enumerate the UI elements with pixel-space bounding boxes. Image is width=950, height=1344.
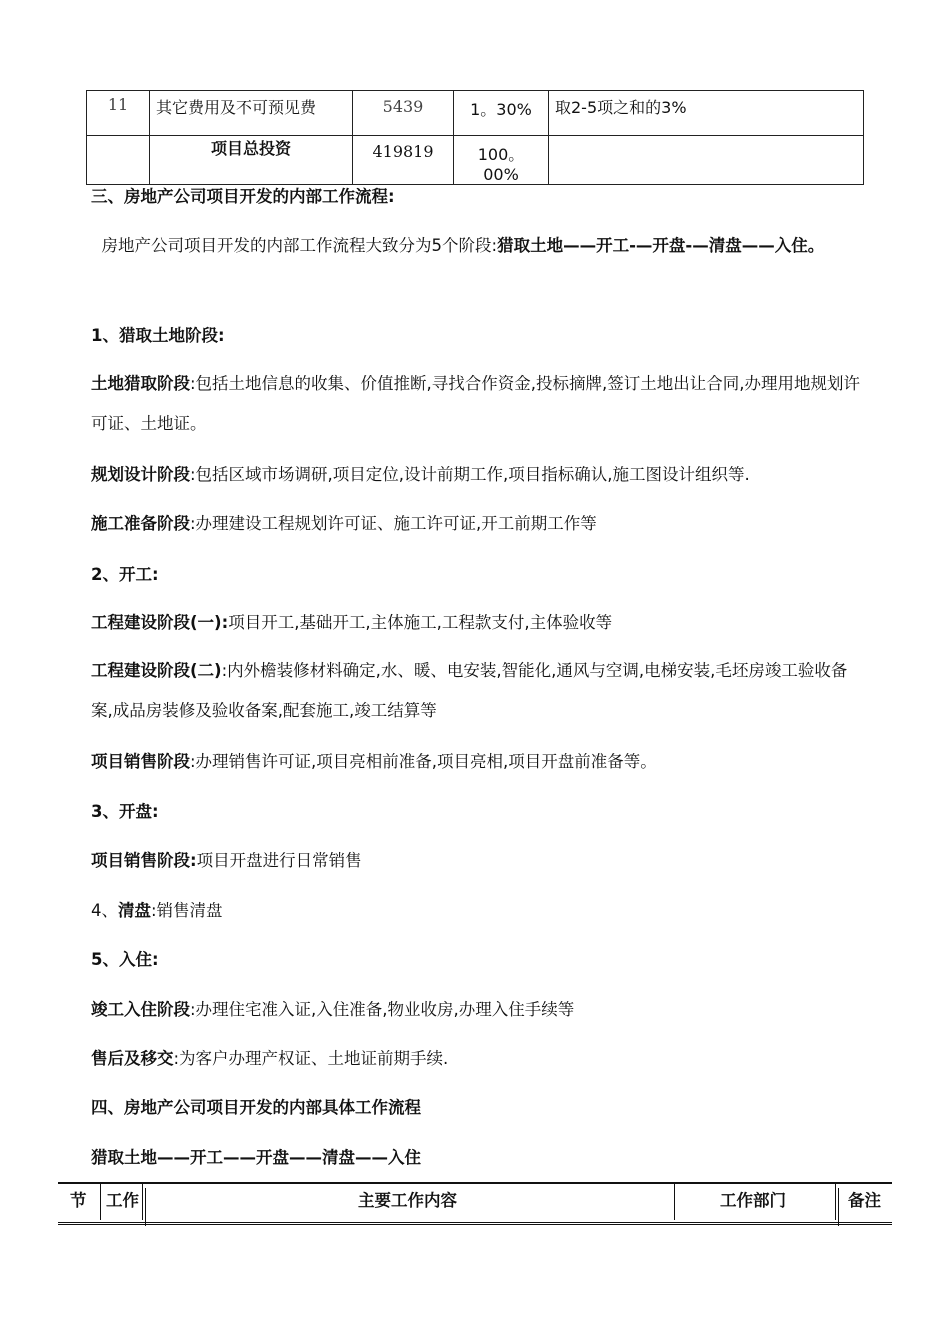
stage3-heading: 3、开盘: <box>91 802 159 821</box>
header-department: 工作部门 <box>720 1191 786 1210</box>
section3-heading: 三、房地产公司项目开发的内部工作流程: <box>91 187 395 206</box>
column-divider <box>145 1188 146 1226</box>
stage5-heading: 5、入住: <box>91 950 159 969</box>
intro-prefix: 房地产公司项目开发的内部工作流程大致分为5个阶段: <box>101 236 498 255</box>
construction2-paragraph: 工程建设阶段(二):内外檐装修材料确定,水、暖、电安装,智能化,通风与空调,电梯安装,毛坯房竣工验收备案,成品房装修及验收备案,配套施工,竣工结算等 <box>91 661 848 720</box>
workflow-table-header <box>58 1182 892 1225</box>
row-number: 11 <box>87 91 150 136</box>
after-sales-paragraph: 售后及移交:为客户办理产权证、土地证前期手续. <box>91 1049 449 1068</box>
section4-flow: 猎取土地——开工——开盘——清盘——入住 <box>91 1148 421 1167</box>
header-section: 节 <box>70 1191 87 1210</box>
opening-sales-paragraph: 项目销售阶段:项目开盘进行日常销售 <box>91 851 362 870</box>
table-row <box>87 136 864 185</box>
row-name: 项目总投资 <box>150 136 353 185</box>
row-name: 其它费用及不可预见费 <box>150 91 353 136</box>
column-divider <box>100 1184 101 1220</box>
row-percent: 100。00% <box>454 136 549 185</box>
row-note: 取2-5项之和的3% <box>549 91 864 136</box>
header-remarks: 备注 <box>848 1191 881 1210</box>
header-work: 工作 <box>106 1191 139 1210</box>
investment-table <box>86 90 864 185</box>
stage4-heading: 4、清盘:销售清盘 <box>91 901 223 920</box>
construction1-paragraph: 工程建设阶段(一):项目开工,基础开工,主体施工,工程款支付,主体验收等 <box>91 613 613 632</box>
stage1-heading: 1、猎取土地阶段: <box>91 326 225 345</box>
row-note <box>549 136 864 185</box>
land-acquisition-paragraph: 土地猎取阶段:包括土地信息的收集、价值推断,寻找合作资金,投标摘牌,签订土地出让合同,办理用地规划许可证、土地证。 <box>91 374 861 433</box>
intro-flow: 猎取土地——开工-—开盘-—清盘——入住。 <box>497 236 825 255</box>
intro-paragraph <box>91 226 863 266</box>
row-amount: 5439 <box>353 91 454 136</box>
move-in-paragraph: 竣工入住阶段:办理住宅准入证,入住准备,物业收房,办理入住手续等 <box>91 1000 575 1019</box>
column-divider <box>838 1188 839 1226</box>
sales-paragraph: 项目销售阶段:办理销售许可证,项目亮相前准备,项目亮相,项目开盘前准备等。 <box>91 752 657 771</box>
table-row <box>87 91 864 136</box>
construction-prep-paragraph: 施工准备阶段:办理建设工程规划许可证、施工许可证,开工前期工作等 <box>91 514 597 533</box>
row-number <box>87 136 150 185</box>
section4-heading: 四、房地产公司项目开发的内部具体工作流程 <box>91 1098 421 1117</box>
row-amount: 419819 <box>353 136 454 185</box>
stage2-heading: 2、开工: <box>91 565 159 584</box>
column-divider <box>674 1184 675 1220</box>
column-divider <box>142 1184 143 1220</box>
column-divider <box>835 1184 836 1220</box>
planning-paragraph: 规划设计阶段:包括区域市场调研,项目定位,设计前期工作,项目指标确认,施工图设计组织等. <box>91 465 750 484</box>
header-main-content: 主要工作内容 <box>358 1191 457 1210</box>
row-percent: 1。30% <box>454 91 549 136</box>
